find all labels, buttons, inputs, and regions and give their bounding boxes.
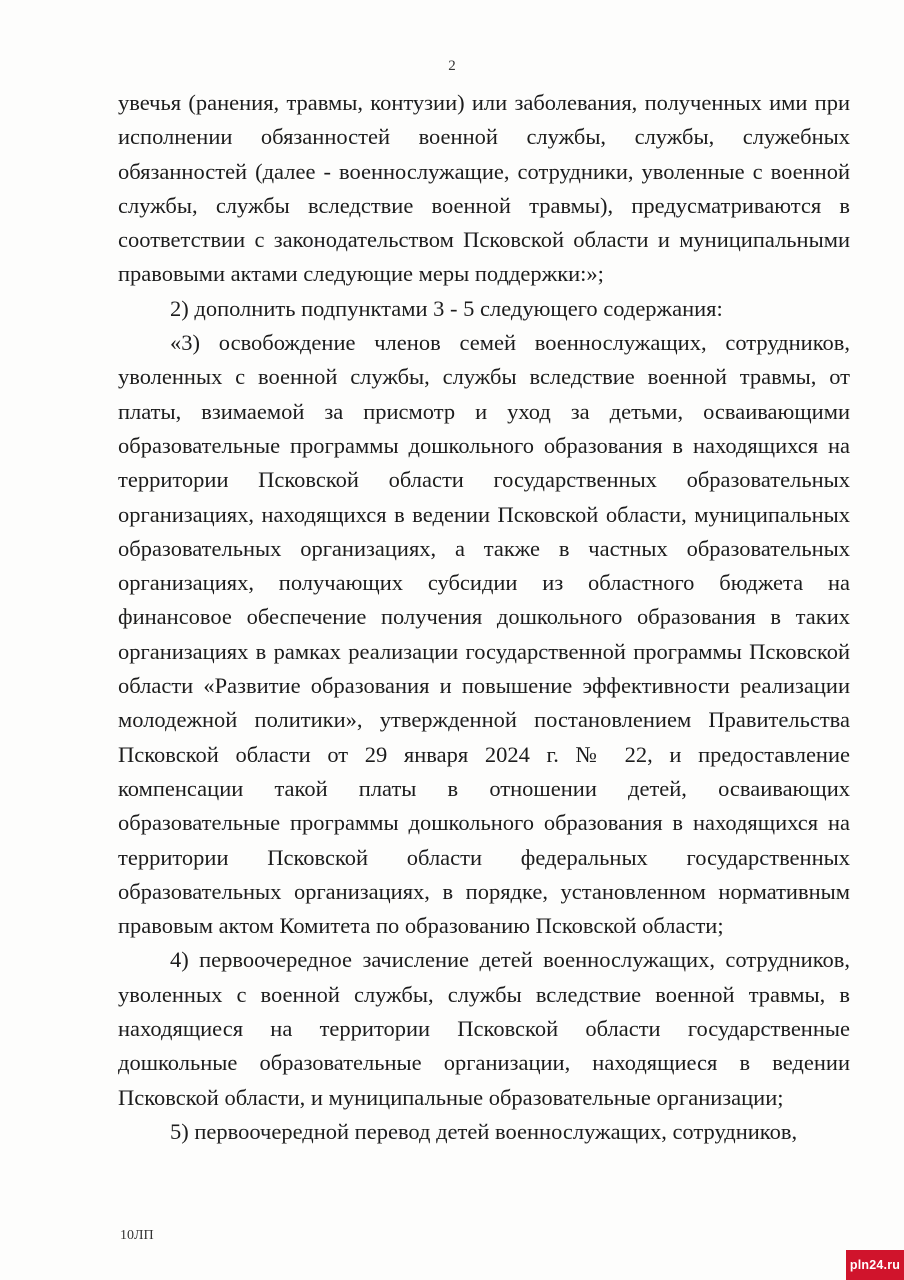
site-watermark: pln24.ru — [846, 1250, 904, 1280]
document-body — [118, 86, 850, 1149]
page-number: 2 — [448, 58, 456, 74]
paragraph-item-5: 5) первоочередной перевод детей военнослужащих, сотрудников, — [170, 1118, 798, 1144]
paragraph-continuation: увечья (ранения, травмы, контузии) или заболевания, полученных ими при исполнении обязанностей военной службы, службы, служебных обязанностей (далее - военнослужащие, сотрудники, уволенные с военной службы, службы вследствие военной травмы), предусматриваются в соответствии с законодательством Псковской области и муниципальными правовыми актами следующие меры поддержки:»; — [118, 90, 850, 287]
paragraph-item-4: 4) первоочередное зачисление детей военнослужащих, сотрудников, уволенных с военной службы, службы вследствие военной травмы, в находящиеся на территории Псковской области государственные дошкольные образовательные организации, находящиеся в ведении Псковской области, и муниципальные образовательные организации; — [118, 947, 850, 1110]
footer-document-code: 10ЛП — [120, 1228, 154, 1243]
paragraph-item-3: «3) освобождение членов семей военнослужащих, сотрудников, уволенных с военной службы, службы вследствие военной травмы, от платы, взимаемой за присмотр и уход за детьми, осваивающими образовательные программы дошкольного образования в находящихся на территории Псковской области государственных образовательных организациях, находящихся в ведении Псковской области, муниципальных образовательных организациях, а также в частных образовательных организациях, получающих субсидии из областного бюджета на финансовое обеспечение получения дошкольного образования в таких организациях в рамках реализации государственной программы Псковской области «Развитие образования и повышение эффективности реализации молодежной политики», утвержденной постановлением Правительства Псковской области от 29 января 2024 г. № 22, и предоставление компенсации такой платы в отношении детей, осваивающих образовательные программы дошкольного образования в находящихся на территории Псковской области федеральных государственных образовательных организациях, в порядке, установленном нормативным правовым актом Комитета по образованию Псковской области; — [118, 330, 850, 939]
paragraph-amendment-intro: 2) дополнить подпунктами 3 - 5 следующего содержания: — [170, 295, 723, 321]
